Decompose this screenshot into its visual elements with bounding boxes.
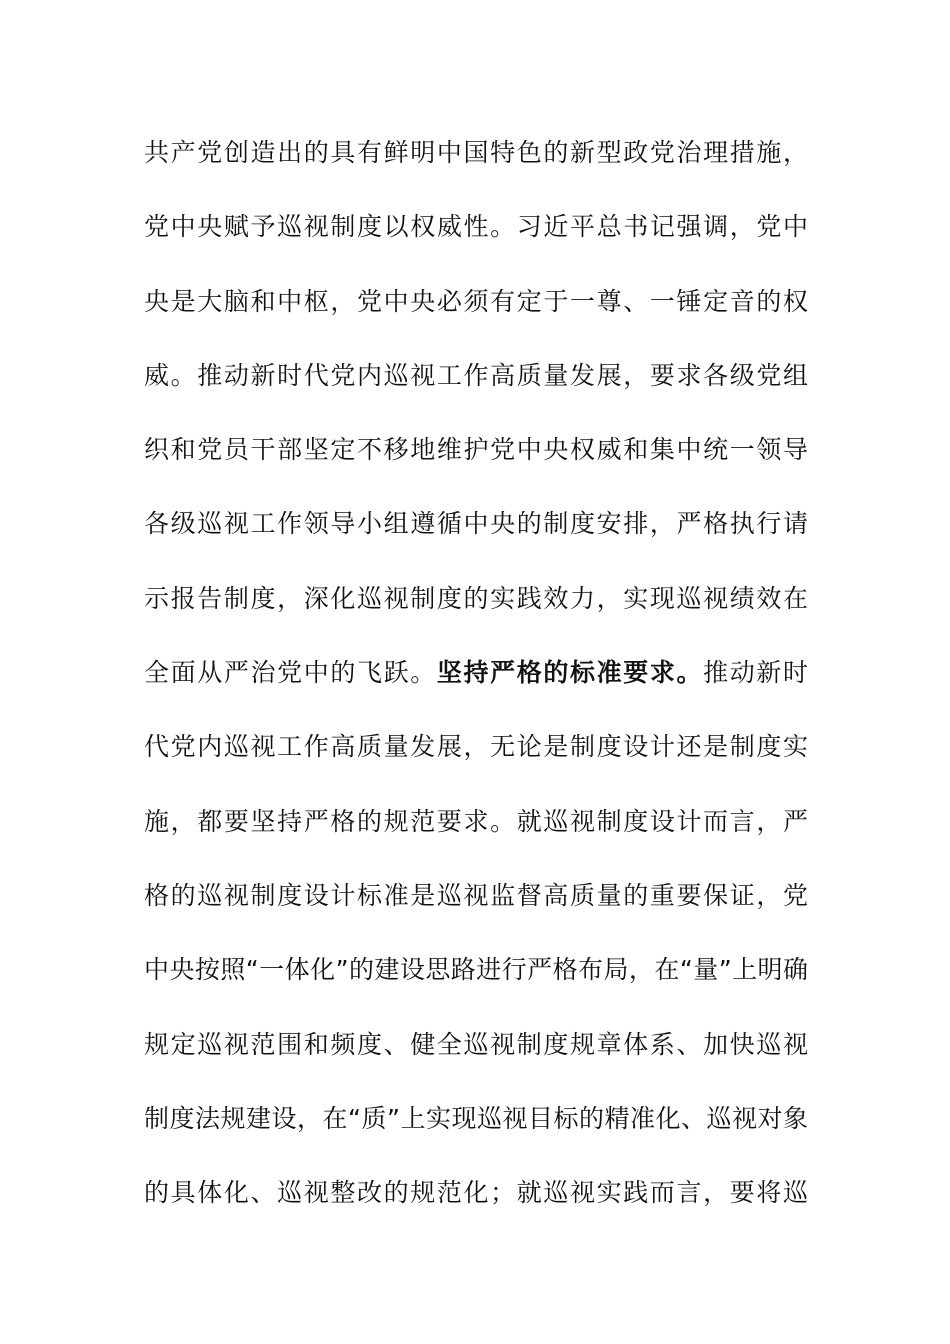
- text-segment: 施，都要坚持严格的规范要求。就巡视制度设计而言，严: [144, 807, 808, 836]
- text-line-14: [144, 1099, 808, 1139]
- text-line-15: [144, 1173, 808, 1213]
- text-segment: 示报告制度，深化巡视制度的实践效力，实现巡视绩效在: [144, 584, 808, 613]
- text-line-8: [144, 653, 808, 693]
- text-segment: 威。推动新时代党内巡视工作高质量发展，要求各级党组: [144, 361, 808, 390]
- text-segment: 格的巡视制度设计标准是巡视监督高质量的重要保证，党: [144, 881, 808, 910]
- text-segment: 央是大脑和中枢，党中央必须有定于一尊、一锤定音的权: [144, 287, 808, 316]
- text-segment: 的具体化、巡视整改的规范化；就巡视实践而言，要将巡: [144, 1178, 808, 1207]
- text-line-4: [144, 356, 808, 396]
- text-segment: 共产党创造出的具有鲜明中国特色的新型政党治理措施，: [144, 138, 808, 167]
- text-line-10: [144, 802, 808, 842]
- text-line-5: [144, 430, 808, 470]
- text-segment: 制度法规建设，在“质”上实现巡视目标的精准化、巡视对象: [144, 1104, 808, 1133]
- text-segment: 中央按照“一体化”的建设思路进行严格布局，在“量”上明确: [144, 955, 808, 984]
- text-line-12: [144, 950, 808, 990]
- text-segment: 推动新时: [703, 658, 808, 687]
- text-segment: 党中央赋予巡视制度以权威性。习近平总书记强调，党中: [144, 212, 808, 241]
- text-segment: 全面从严治党中的飞跃。: [144, 658, 437, 687]
- text-line-3: [144, 282, 808, 322]
- text-segment: 织和党员干部坚定不移地维护党中央权威和集中统一领导: [144, 435, 808, 464]
- text-segment: 各级巡视工作领导小组遵循中央的制度安排，严格执行请: [144, 509, 808, 538]
- text-line-11: [144, 876, 808, 916]
- text-line-6: [144, 504, 808, 544]
- text-line-13: [144, 1025, 808, 1065]
- text-line-2: [144, 207, 808, 247]
- text-segment: 规定巡视范围和频度、健全巡视制度规章体系、加快巡视: [144, 1030, 808, 1059]
- text-line-1: [144, 133, 808, 173]
- bold-heading-segment: 坚持严格的标准要求。: [436, 658, 704, 687]
- text-line-7: [144, 579, 808, 619]
- text-line-9: [144, 727, 808, 767]
- text-segment: 代党内巡视工作高质量发展，无论是制度设计还是制度实: [144, 732, 808, 761]
